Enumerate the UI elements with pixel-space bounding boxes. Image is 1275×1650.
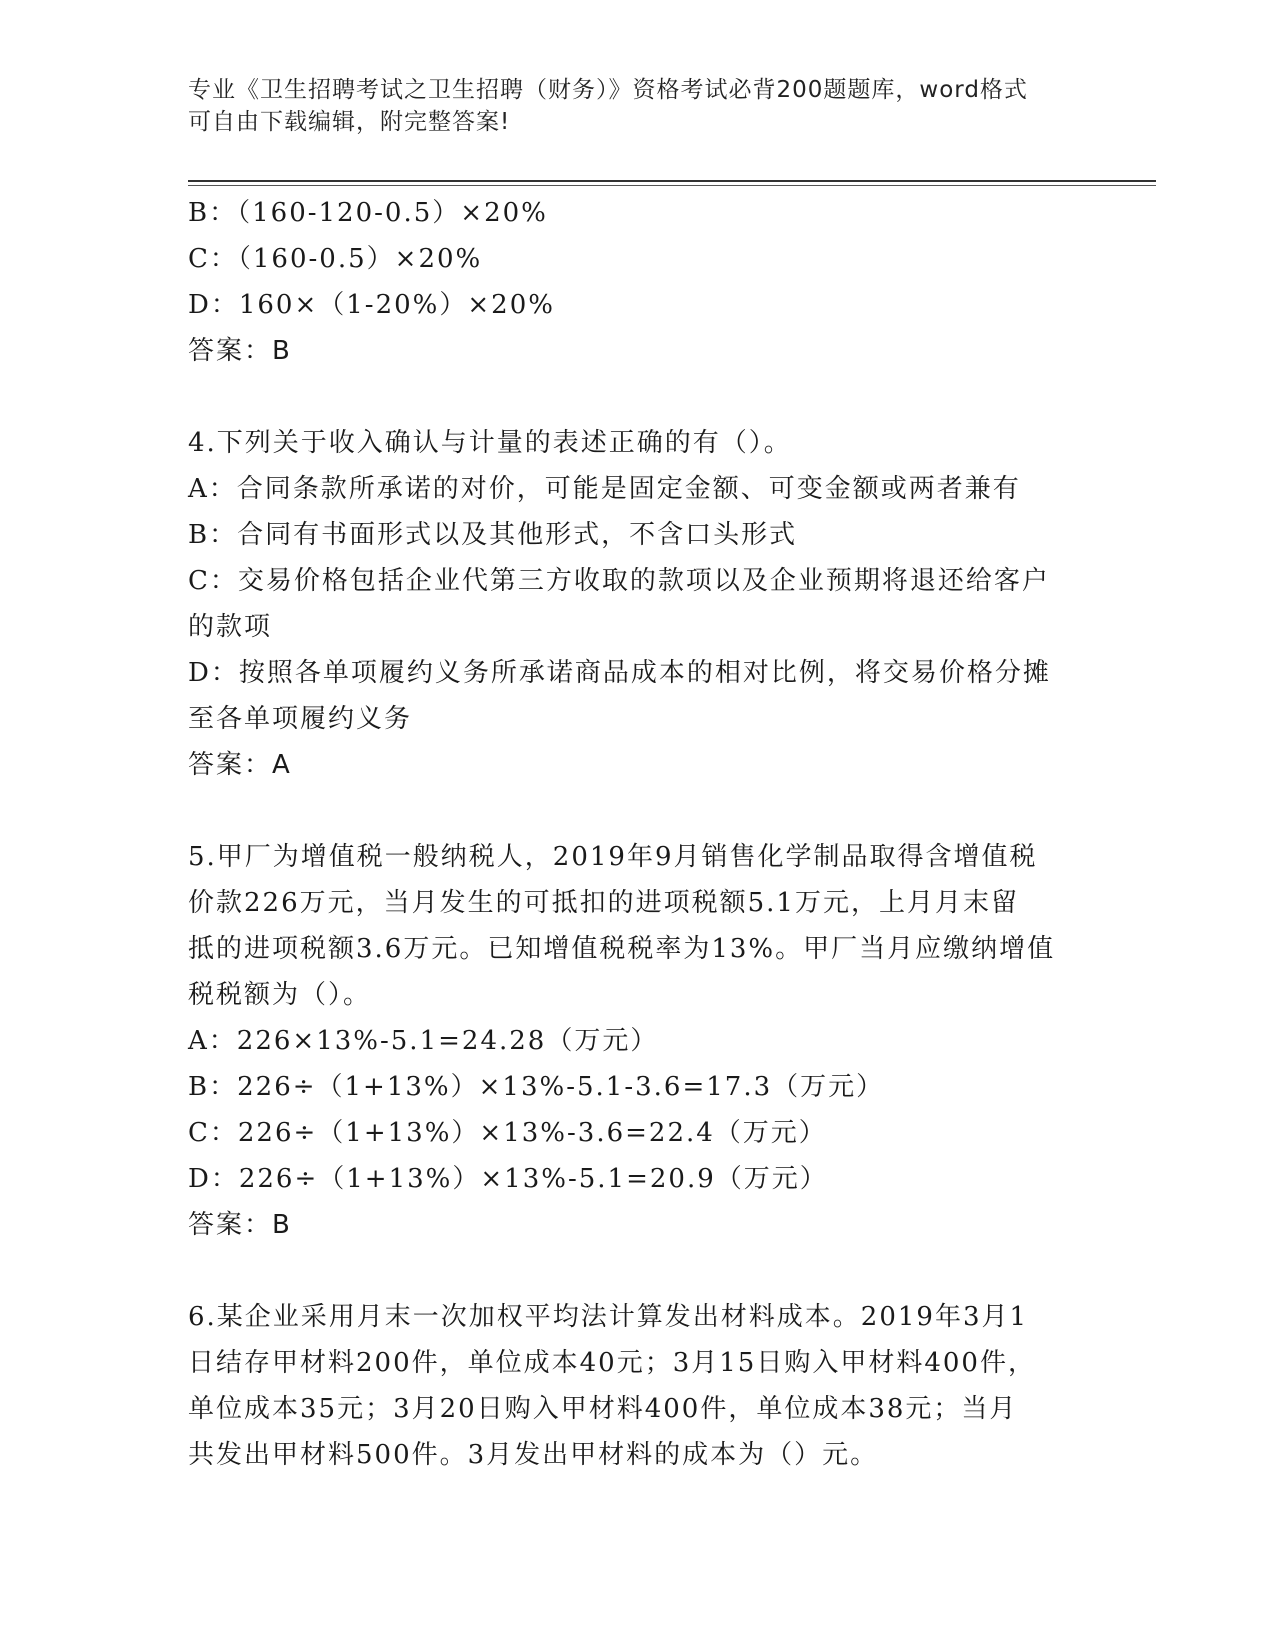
spacer — [188, 374, 1088, 420]
question-5-block — [188, 834, 1088, 1248]
q6-stem-line-4: 共发出甲材料500件。3月发出甲材料的成本为（）元。 — [188, 1440, 879, 1470]
document-header — [188, 74, 1088, 138]
question-content — [188, 190, 1088, 1478]
q5-option-c: C：226÷（1+13%）×13%-3.6=22.4（万元） — [188, 1118, 827, 1148]
q3-option-b: B：（160-120-0.5）×20% — [188, 198, 548, 228]
q5-stem-line-3: 抵的进项税额3.6万元。已知增值税税率为13%。甲厂当月应缴纳增值 — [188, 934, 1056, 964]
spacer — [188, 788, 1088, 834]
question-3-block — [188, 190, 1088, 374]
q5-option-b: B：226÷（1+13%）×13%-5.1-3.6=17.3（万元） — [188, 1072, 885, 1102]
q4-option-d-line-2: 至各单项履约义务 — [188, 704, 413, 734]
header-line-2: 可自由下载编辑，附完整答案! — [188, 109, 511, 135]
q4-stem: 4.下列关于收入确认与计量的表述正确的有（）。 — [188, 428, 792, 458]
spacer — [188, 1248, 1088, 1294]
header-divider-thin — [188, 185, 1156, 186]
q4-answer: 答案：A — [188, 750, 292, 780]
q5-answer: 答案：B — [188, 1210, 292, 1240]
q5-stem-line-2: 价款226万元，当月发生的可抵扣的进项税额5.1万元，上月月末留 — [188, 888, 1019, 918]
q3-option-c: C：（160-0.5）×20% — [188, 244, 483, 274]
q4-option-d-line-1: D：按照各单项履约义务所承诺商品成本的相对比例，将交易价格分摊 — [188, 658, 1051, 688]
header-line-1: 专业《卫生招聘考试之卫生招聘（财务）》资格考试必背200题题库，word格式 — [188, 77, 1028, 103]
q5-option-a: A：226×13%-5.1=24.28（万元） — [188, 1026, 659, 1056]
q6-stem-line-3: 单位成本35元；3月20日购入甲材料400件，单位成本38元；当月 — [188, 1394, 1018, 1424]
q3-option-d: D：160×（1-20%）×20% — [188, 290, 555, 320]
q6-stem-line-1: 6.某企业采用月末一次加权平均法计算发出材料成本。2019年3月1 — [188, 1302, 1029, 1332]
q4-option-b: B：合同有书面形式以及其他形式，不含口头形式 — [188, 520, 798, 550]
q5-stem-line-1: 5.甲厂为增值税一般纳税人，2019年9月销售化学制品取得含增值税 — [188, 842, 1038, 872]
q5-option-d: D：226÷（1+13%）×13%-5.1=20.9（万元） — [188, 1164, 828, 1194]
q6-stem-line-2: 日结存甲材料200件，单位成本40元；3月15日购入甲材料400件， — [188, 1348, 1036, 1378]
q4-option-c-line-1: C：交易价格包括企业代第三方收取的款项以及企业预期将退还给客户 — [188, 566, 1050, 596]
q3-answer: 答案：B — [188, 336, 292, 366]
question-4-block — [188, 420, 1088, 788]
q4-option-c-line-2: 的款项 — [188, 612, 273, 642]
question-6-block — [188, 1294, 1088, 1478]
header-divider-thick — [188, 180, 1156, 182]
q4-option-a: A：合同条款所承诺的对价，可能是固定金额、可变金额或两者兼有 — [188, 474, 1021, 504]
q5-stem-line-4: 税税额为（）。 — [188, 980, 372, 1010]
